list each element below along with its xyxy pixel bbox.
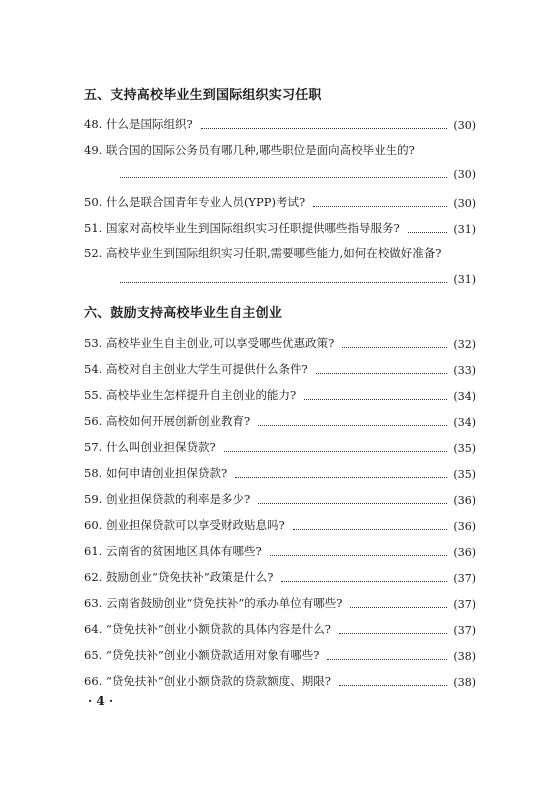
dot-leader (350, 607, 447, 608)
toc-entry-54[interactable] (84, 359, 476, 377)
toc-entry-page: (33) (453, 364, 476, 377)
toc-entry-label: 51. 国家对高校毕业生到国际组织实习任职提供哪些指导服务? (84, 221, 400, 235)
toc-entry-page: (31) (453, 223, 476, 236)
toc-entry-59[interactable] (84, 489, 476, 507)
toc-entry-64[interactable] (84, 619, 476, 637)
dot-leader (270, 555, 448, 556)
toc-entry-label: 55. 高校毕业生怎样提升自主创业的能力? (84, 388, 297, 402)
toc-entry-52-label[interactable]: 52. 高校毕业生到国际组织实习任职,需要哪些能力,如何在校做好准备? (84, 246, 442, 260)
toc-entry-label: 53. 高校毕业生自主创业,可以享受哪些优惠政策? (84, 336, 335, 350)
toc-entry-page: (36) (453, 494, 476, 507)
toc-entry-page: (30) (453, 168, 476, 181)
dot-leader (339, 685, 448, 686)
dot-leader (224, 451, 448, 452)
toc-entry-50[interactable] (84, 192, 476, 210)
toc-entry-60[interactable] (84, 515, 476, 533)
toc-entry-label: 63. 云南省鼓励创业“贷免扶补”的承办单位有哪些? (84, 596, 343, 610)
toc-entry-58[interactable] (84, 463, 476, 481)
toc-entry-page: (32) (453, 338, 476, 351)
dot-leader (304, 399, 447, 400)
toc-entry-label: 50. 什么是联合国青年专业人员(YPP)考试? (84, 195, 306, 209)
toc-entry-51[interactable] (84, 218, 476, 236)
toc-entry-page: (30) (453, 197, 476, 210)
dot-leader (316, 373, 448, 374)
toc-entry-page: (37) (453, 598, 476, 611)
toc-entry-label: 57. 什么叫创业担保贷款? (84, 440, 216, 454)
toc-entry-page: (35) (453, 468, 476, 481)
toc-entry-page: (31) (453, 273, 476, 286)
toc-entry-page: (35) (453, 442, 476, 455)
toc-entry-62[interactable] (84, 567, 476, 585)
dot-leader (293, 529, 448, 530)
dot-leader (313, 206, 447, 207)
toc-entry-label: 56. 高校如何开展创新创业教育? (84, 414, 251, 428)
toc-entry-label: 61. 云南省的贫困地区具体有哪些? (84, 544, 262, 558)
toc-entry-page: (34) (453, 416, 476, 429)
toc-entry-66[interactable] (84, 671, 476, 689)
toc-entry-page: (37) (453, 624, 476, 637)
toc-entry-page: (34) (453, 390, 476, 403)
dot-leader (120, 282, 447, 283)
toc-entry-page: (38) (453, 650, 476, 663)
toc-entry-label: 64. “贷免扶补”创业小额贷款的具体内容是什么? (84, 622, 331, 636)
toc-entry-49-label[interactable]: 49. 联合国的国际公务员有哪几种,哪些职位是面向高校毕业生的? (84, 143, 415, 157)
dot-leader (281, 581, 447, 582)
toc-entry-49[interactable] (84, 163, 476, 181)
dot-leader (258, 503, 447, 504)
dot-leader (342, 347, 447, 348)
toc-entry-48[interactable] (84, 114, 476, 132)
toc-entry-61[interactable] (84, 541, 476, 559)
toc-entry-page: (36) (453, 520, 476, 533)
toc-entry-label: 48. 什么是国际组织? (84, 117, 193, 131)
page-number: · 4 · (88, 694, 114, 708)
section-heading: 五、支持高校毕业生到国际组织实习任职 (84, 88, 322, 103)
dot-leader (201, 128, 448, 129)
dot-leader (235, 477, 447, 478)
toc-entry-label: 58. 如何申请创业担保贷款? (84, 466, 228, 480)
toc-entry-label: 59. 创业担保贷款的利率是多少? (84, 492, 251, 506)
toc-entry-page: (30) (453, 119, 476, 132)
toc-entry-53[interactable] (84, 333, 476, 351)
dot-leader (408, 232, 448, 233)
dot-leader (327, 659, 447, 660)
toc-entry-55[interactable] (84, 385, 476, 403)
toc-entry-label: 60. 创业担保贷款可以享受财政贴息吗? (84, 518, 285, 532)
toc-entry-label: 65. “贷免扶补”创业小额贷款适用对象有哪些? (84, 648, 320, 662)
toc-entry-63[interactable] (84, 593, 476, 611)
dot-leader (120, 177, 447, 178)
dot-leader (258, 425, 447, 426)
toc-entry-56[interactable] (84, 411, 476, 429)
toc-entry-page: (37) (453, 572, 476, 585)
toc-entry-page: (36) (453, 546, 476, 559)
toc-entry-label: 54. 高校对自主创业大学生可提供什么条件? (84, 362, 308, 376)
toc-entry-52[interactable] (84, 268, 476, 286)
toc-entry-label: 62. 鼓励创业“贷免扶补”政策是什么? (84, 570, 274, 584)
toc-entry-57[interactable] (84, 437, 476, 455)
dot-leader (339, 633, 448, 634)
toc-entry-label: 66. “贷免扶补”创业小额贷款的贷款额度、期限? (84, 674, 331, 688)
toc-entry-page: (38) (453, 676, 476, 689)
section-heading: 六、鼓励支持高校毕业生自主创业 (84, 306, 283, 321)
toc-entry-65[interactable] (84, 645, 476, 663)
